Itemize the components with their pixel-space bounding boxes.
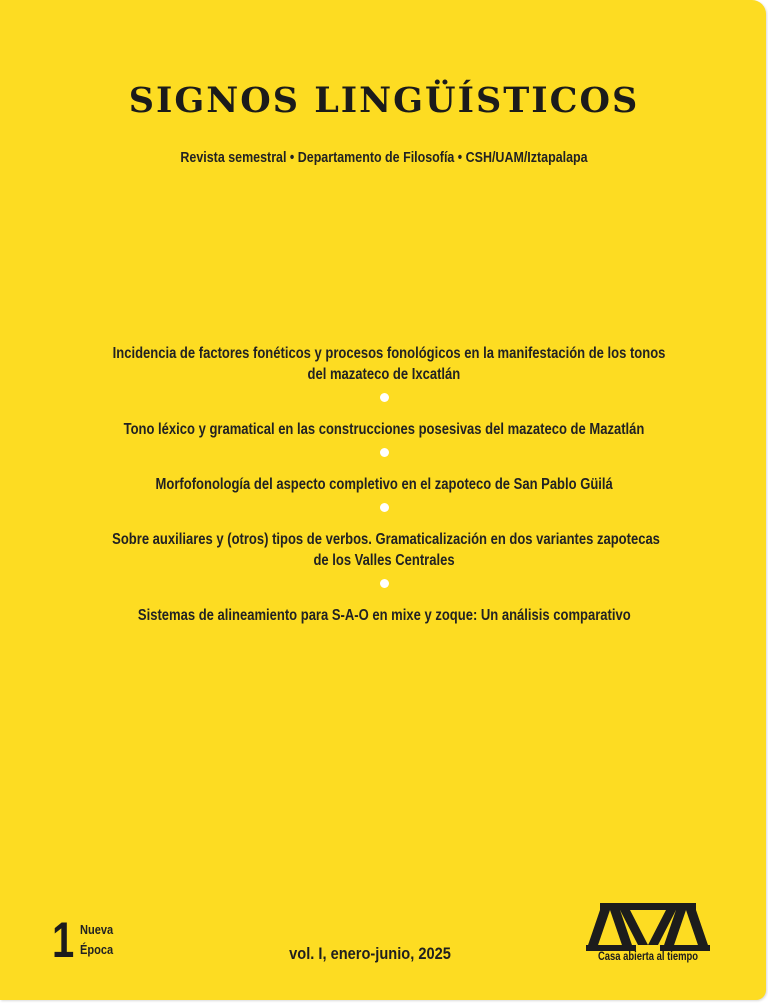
white-dot-icon	[380, 393, 389, 402]
article-title	[60, 474, 708, 495]
article-title	[60, 605, 708, 626]
journal-title: SIGNOS LINGÜÍSTICOS	[128, 80, 640, 121]
article-title-line: de los Valles Centrales	[313, 552, 455, 569]
journal-subtitle: Revista semestral • Departamento de Filosofía • CSH/UAM/Iztapalapa	[180, 150, 588, 166]
issue-epoch-line: Época	[80, 942, 114, 957]
logo-caption: Casa abierta al tiempo	[597, 951, 699, 963]
article-title-line: Sobre auxiliares y (otros) tipos de verbos. Gramaticalización en dos variantes zapotecas	[112, 531, 660, 548]
article-title-line: Incidencia de factores fonéticos y procesos fonológicos en la manifestación de los tonos	[112, 345, 666, 362]
issue-number: 1	[52, 912, 75, 968]
article-title	[60, 343, 708, 385]
white-dot-icon	[380, 503, 389, 512]
white-dot-icon	[380, 579, 389, 588]
article-list	[60, 343, 708, 626]
article-title-line: del mazateco de Ixcatlán	[307, 366, 461, 383]
article-title-line: Morfofonología del aspecto completivo en el zapoteco de San Pablo Güilá	[155, 476, 613, 493]
issue-epoch-line: Nueva	[80, 922, 114, 937]
article-title	[60, 419, 708, 440]
white-dot-icon	[380, 448, 389, 457]
article-title	[60, 529, 708, 571]
issue-epoch-label	[80, 920, 113, 960]
volume-info: vol. I, enero-junio, 2025	[289, 944, 451, 963]
article-title-line: Tono léxico y gramatical en las construcciones posesivas del mazateco de Mazatlán	[123, 421, 645, 438]
article-title-line: Sistemas de alineamiento para S-A-O en mixe y zoque: Un análisis comparativo	[137, 607, 631, 624]
uam-logo-icon	[586, 903, 710, 951]
